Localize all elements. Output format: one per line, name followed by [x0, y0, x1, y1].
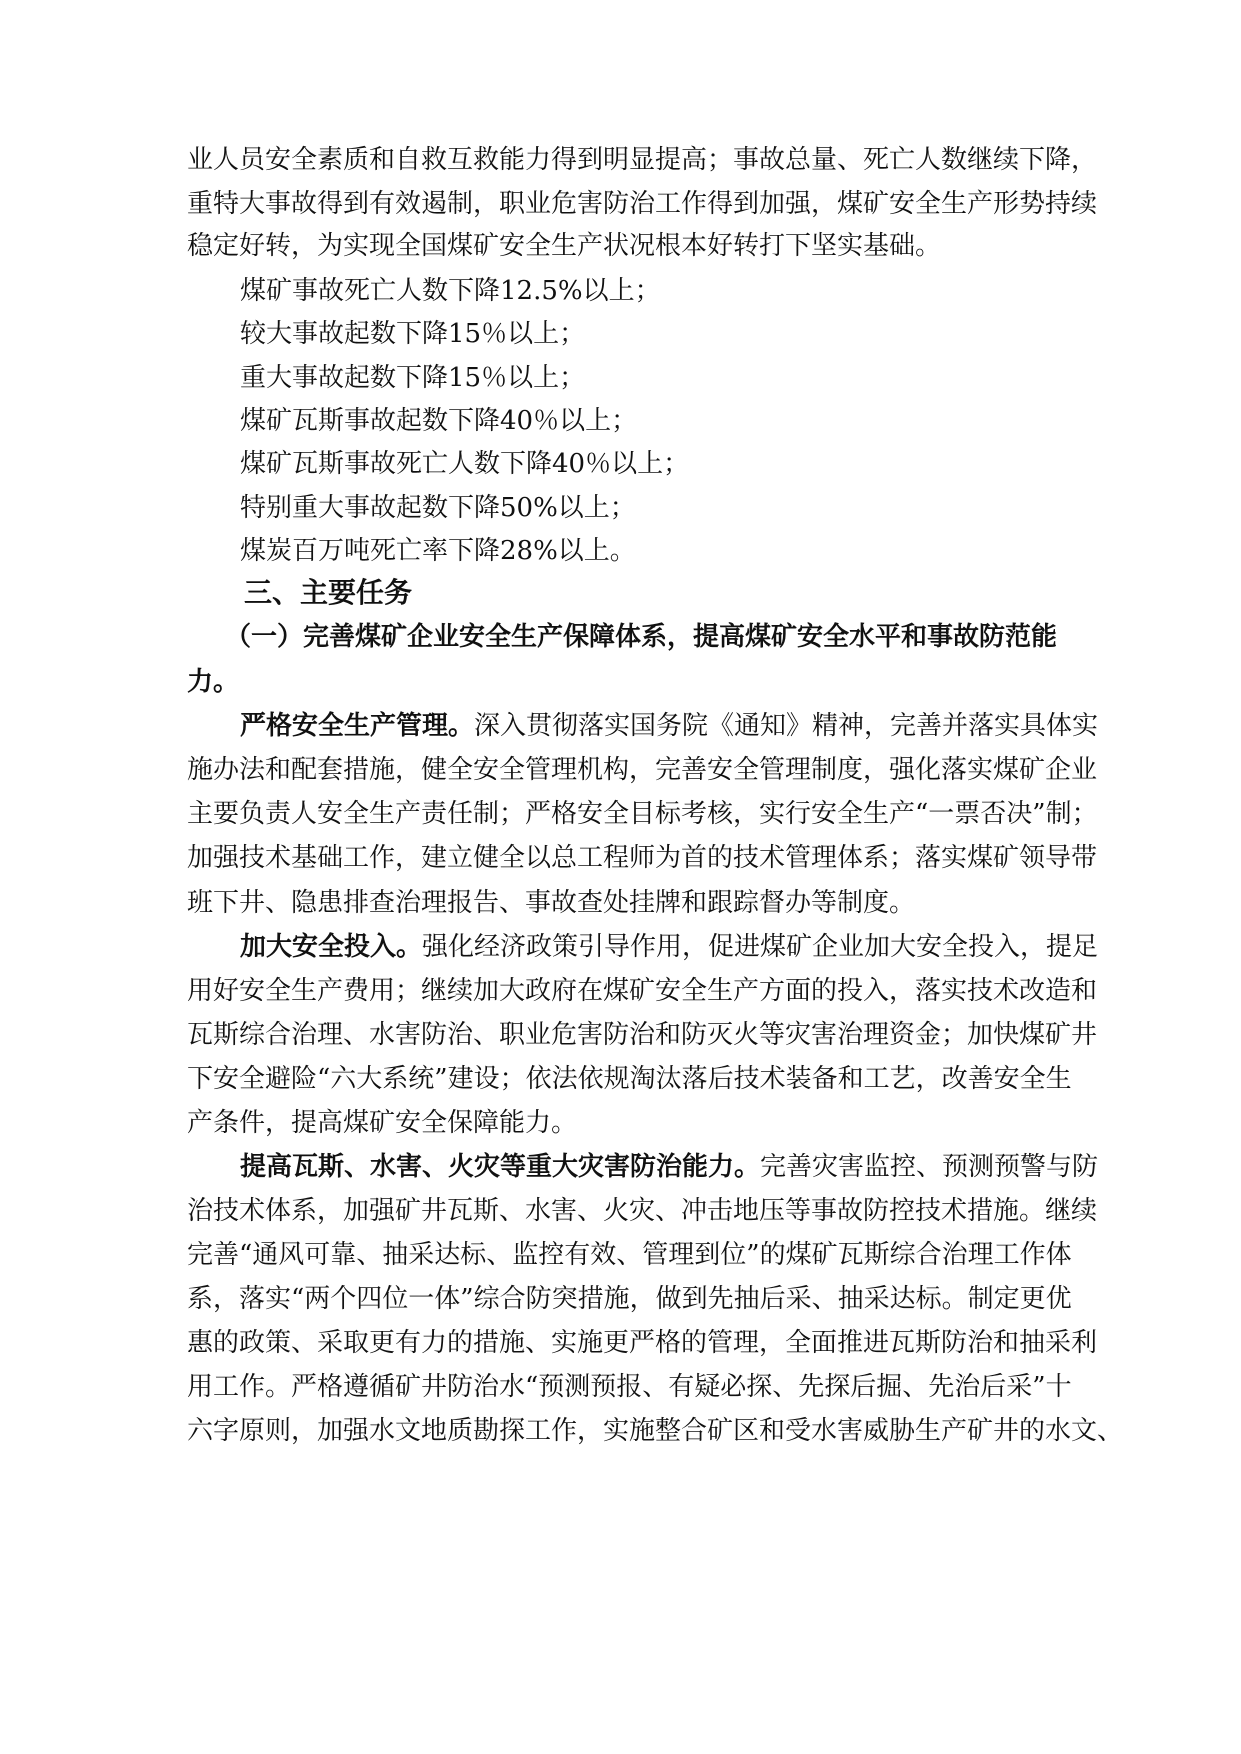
subsection-heading: 力。: [187, 667, 240, 697]
paragraph-lead: 加大安全投入。: [240, 932, 423, 962]
body-line: 主要负责人安全生产责任制；严格安全目标考核，实行安全生产“一票否决”制；: [187, 799, 1098, 829]
body-line: 瓦斯综合治理、水害防治、职业危害防治和防灭火等灾害治理资金；加快煤矿井: [187, 1020, 1098, 1050]
paragraph-lead: 严格安全生产管理。: [240, 711, 475, 741]
body-line: 加强技术基础工作，建立健全以总工程师为首的技术管理体系；落实煤矿领导带: [187, 843, 1098, 873]
paragraph-text: 强化经济政策引导作用，促进煤矿企业加大安全投入，提足: [422, 932, 1099, 962]
body-line: 重特大事故得到有效遏制，职业危害防治工作得到加强，煤矿安全生产形势持续: [187, 189, 1098, 219]
paragraph-text: 深入贯彻落实国务院《通知》精神，完善并落实具体实: [474, 711, 1099, 741]
target-item: 煤矿事故死亡人数下降12.5%以上；: [240, 276, 661, 306]
body-line: 系，落实“两个四位一体”综合防突措施，做到先抽后采、抽采达标。制定更优: [187, 1284, 1072, 1314]
body-line: 六字原则，加强水文地质勘探工作，实施整合矿区和受水害威胁生产矿井的水文、: [187, 1416, 1124, 1446]
paragraph-text: 完善灾害监控、预测预警与防: [760, 1152, 1099, 1182]
target-item: 重大事故起数下降15％以上；: [240, 363, 586, 393]
section-heading: 三、主要任务: [244, 576, 413, 609]
target-item: 煤矿瓦斯事故起数下降40％以上；: [240, 406, 638, 436]
paragraph-lead: 提高瓦斯、水害、火灾等重大灾害防治能力。: [240, 1152, 761, 1182]
body-line: 用工作。严格遵循矿井防治水“预测预报、有疑必探、先探后掘、先治后采”十: [187, 1372, 1072, 1402]
body-line: 治技术体系，加强矿井瓦斯、水害、火灾、冲击地压等事故防控技术措施。继续: [187, 1196, 1098, 1226]
body-line: 下安全避险“六大系统”建设；依法依规淘汰落后技术装备和工艺，改善安全生: [187, 1064, 1072, 1094]
target-item: 煤炭百万吨死亡率下降28%以上。: [240, 536, 636, 566]
body-line: 稳定好转，为实现全国煤矿安全生产状况根本好转打下坚实基础。: [187, 231, 942, 261]
body-line: 惠的政策、采取更有力的措施、实施更严格的管理，全面推进瓦斯防治和抽采利: [187, 1328, 1098, 1358]
target-item: 特别重大事故起数下降50%以上；: [240, 493, 636, 523]
body-line: 完善“通风可靠、抽采达标、监控有效、管理到位”的煤矿瓦斯综合治理工作体: [187, 1240, 1072, 1270]
target-item: 煤矿瓦斯事故死亡人数下降40％以上；: [240, 449, 690, 479]
body-line: 业人员安全素质和自救互救能力得到明显提高；事故总量、死亡人数继续下降，: [187, 145, 1098, 175]
body-line: 班下井、隐患排查治理报告、事故查处挂牌和跟踪督办等制度。: [187, 888, 916, 918]
target-item: 较大事故起数下降15％以上；: [240, 319, 586, 349]
body-line: 施办法和配套措施，健全安全管理机构，完善安全管理制度，强化落实煤矿企业: [187, 755, 1098, 785]
body-line: 用好安全生产费用；继续加大政府在煤矿安全生产方面的投入，落实技术改造和: [187, 976, 1098, 1006]
body-line: 产条件，提高煤矿安全保障能力。: [187, 1108, 578, 1138]
subsection-heading: （一）完善煤矿企业安全生产保障体系，提高煤矿安全水平和事故防范能: [225, 622, 1058, 652]
